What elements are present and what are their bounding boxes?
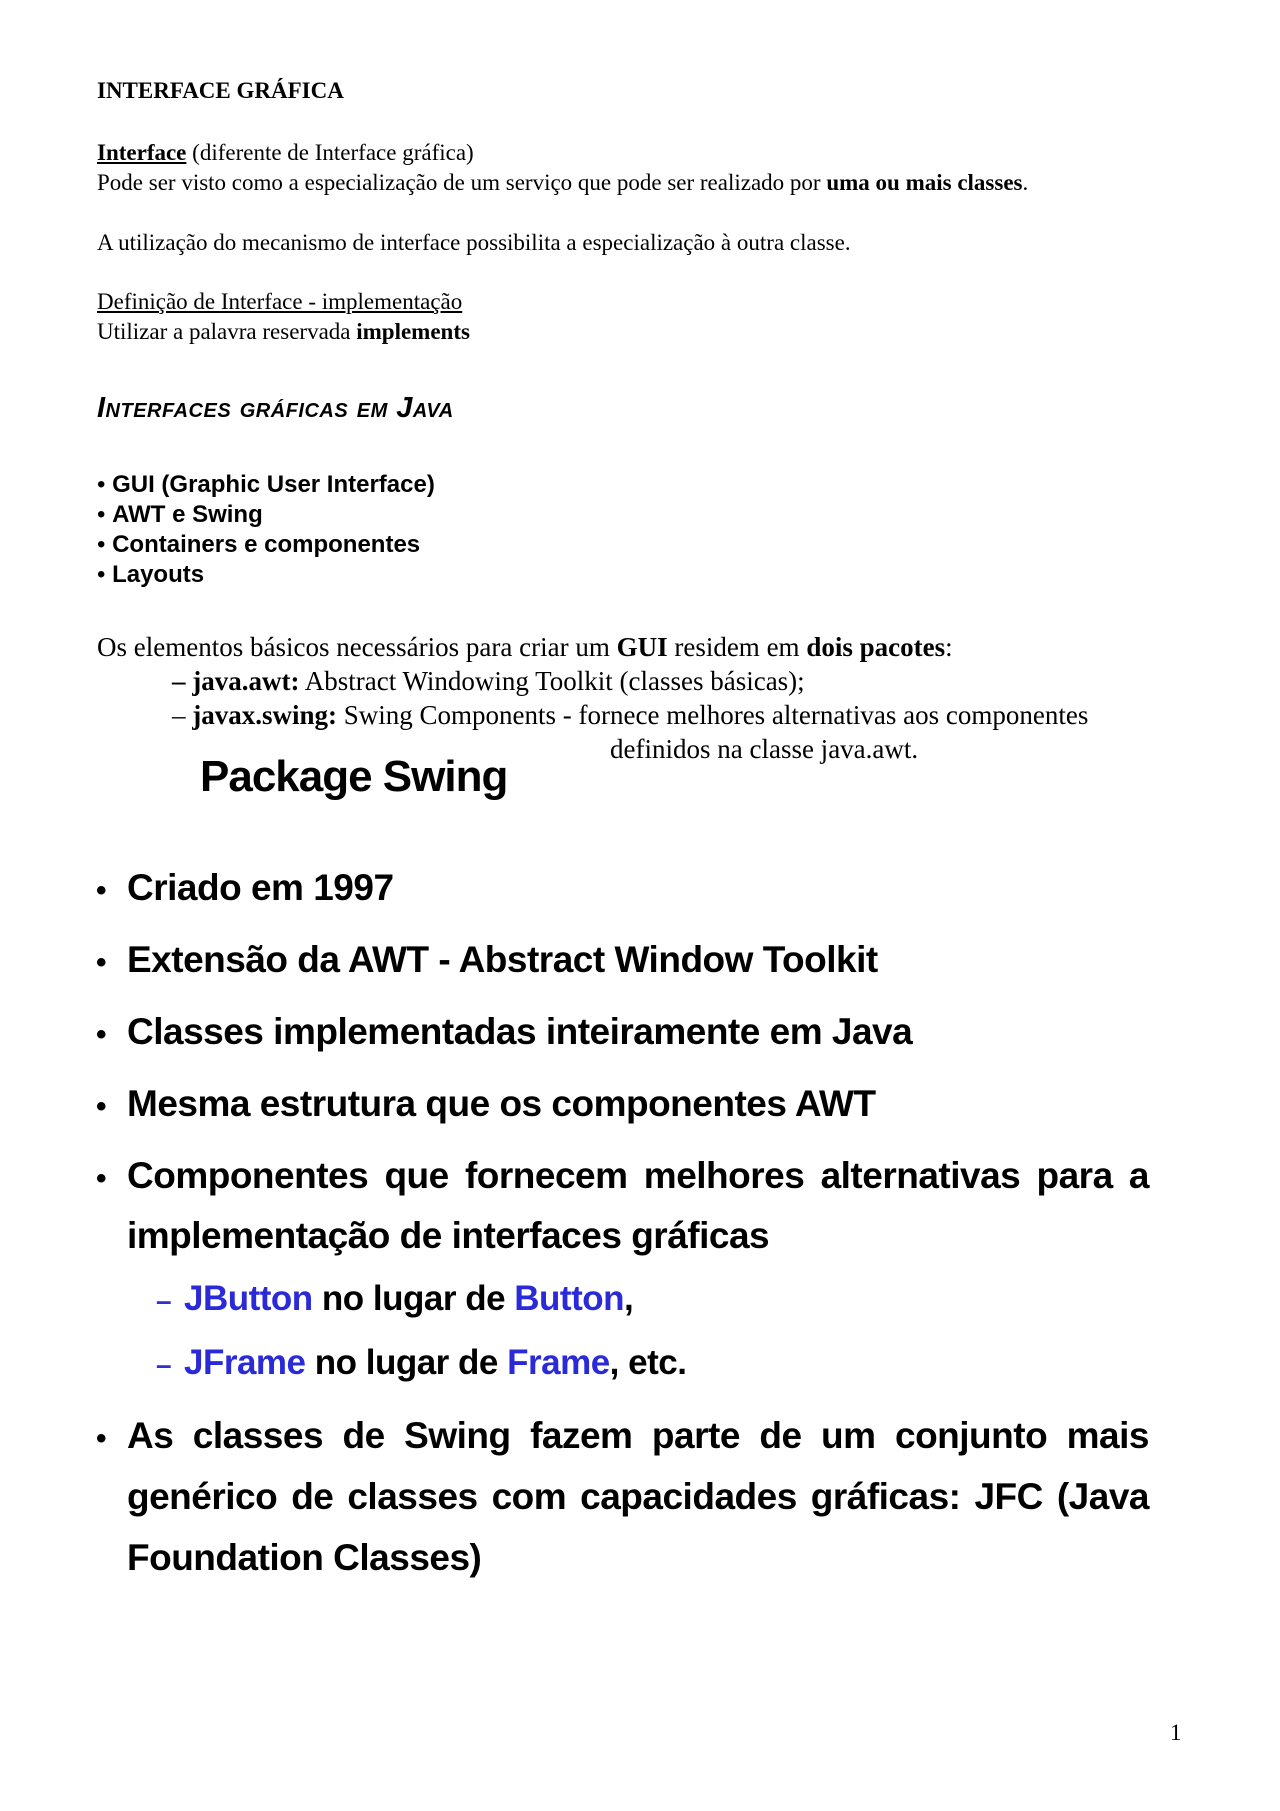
slide-item bbox=[96, 1011, 912, 1053]
interface-description-bold: uma ou mais classes bbox=[826, 170, 1023, 195]
topic-bullet-list bbox=[97, 470, 435, 590]
subitem-text: no lugar de bbox=[305, 1343, 508, 1382]
bullet-icon: • bbox=[96, 874, 107, 907]
bullet-icon: • bbox=[96, 1090, 107, 1123]
bullet-icon: • bbox=[96, 1162, 107, 1195]
packages-intro-end: : bbox=[945, 632, 953, 662]
subitem-text: no lugar de bbox=[312, 1279, 515, 1318]
interface-term: Interface bbox=[97, 140, 187, 165]
dash-icon: – bbox=[156, 1349, 172, 1380]
definition-heading: Definição de Interface - implementação bbox=[97, 289, 463, 314]
slide-item-line: Componentes que fornecem melhores alternativas para a bbox=[127, 1155, 1149, 1196]
package-line-swing bbox=[172, 698, 1088, 732]
list-item: • AWT e Swing bbox=[97, 500, 435, 530]
slide-item bbox=[96, 1415, 127, 1457]
page-number: 1 bbox=[1170, 1720, 1182, 1745]
slide-item bbox=[96, 1155, 127, 1197]
package-dash: – bbox=[172, 666, 193, 696]
slide-item bbox=[96, 1083, 876, 1125]
list-item: • GUI (Graphic User Interface) bbox=[97, 470, 435, 500]
class-name: Button bbox=[514, 1279, 625, 1318]
two-packages-term: dois pacotes bbox=[806, 632, 946, 662]
package-name: javax.swing: bbox=[192, 700, 338, 730]
slide-item-text: Extensão da AWT - Abstract Window Toolkit bbox=[127, 939, 878, 980]
definition-text: Utilizar a palavra reservada bbox=[97, 319, 357, 344]
subitem-end: , etc. bbox=[609, 1343, 687, 1382]
slide-item-text: Criado em 1997 bbox=[127, 867, 394, 908]
packages-intro-text: Os elementos básicos necessários para criar um bbox=[97, 632, 617, 662]
package-name: java.awt: bbox=[192, 666, 300, 696]
slide-item-text: Classes implementadas inteiramente em Java bbox=[127, 1011, 913, 1052]
interface-term-note: (diferente de Interface gráfica) bbox=[186, 140, 474, 165]
list-item: • Layouts bbox=[97, 560, 435, 590]
definition-line bbox=[97, 317, 470, 347]
package-line-continuation: definidos na classe java.awt. bbox=[610, 734, 919, 764]
interface-usage-line: A utilização do mecanismo de interface possibilita a especialização à outra classe. bbox=[97, 230, 851, 255]
interface-definition-line bbox=[97, 138, 474, 168]
slide-item-line: Foundation Classes) bbox=[127, 1537, 482, 1578]
slide-item-line: implementação de interfaces gráficas bbox=[127, 1215, 770, 1256]
dash-icon: – bbox=[156, 1285, 172, 1316]
class-name: JButton bbox=[184, 1279, 313, 1318]
interface-description-end: . bbox=[1022, 170, 1029, 195]
bullet-icon: • bbox=[96, 946, 107, 979]
document-title: INTERFACE GRÁFICA bbox=[97, 78, 344, 103]
package-dash: – bbox=[172, 700, 193, 730]
packages-intro-middle: residem em bbox=[667, 632, 807, 662]
class-name: JFrame bbox=[184, 1343, 306, 1382]
slide-title: Package Swing bbox=[200, 752, 508, 801]
interface-description-text: Pode ser visto como a especialização de um serviço que pode ser realizado por bbox=[97, 170, 827, 195]
package-desc: Abstract Windowing Toolkit (classes básicas); bbox=[299, 666, 805, 696]
slide-subitem bbox=[156, 1343, 686, 1383]
interface-description-line bbox=[97, 168, 1028, 198]
slide-item-line: As classes de Swing fazem parte de um conjunto mais bbox=[127, 1415, 1149, 1456]
slide-item-line: genérico de classes com capacidades gráficas: JFC (Java bbox=[127, 1476, 1149, 1517]
java-gui-heading: Interfaces gráficas em Java bbox=[97, 392, 454, 424]
list-item: • Containers e componentes bbox=[97, 530, 435, 560]
implements-keyword: implements bbox=[356, 319, 470, 344]
packages-intro bbox=[97, 630, 953, 664]
class-name: Frame bbox=[507, 1343, 610, 1382]
gui-term: GUI bbox=[616, 632, 668, 662]
subitem-end: , bbox=[624, 1279, 634, 1318]
slide-item bbox=[96, 867, 394, 909]
slide-item bbox=[96, 939, 878, 981]
bullet-icon: • bbox=[96, 1018, 107, 1051]
slide-subitem bbox=[156, 1279, 633, 1319]
package-desc: Swing Components - fornece melhores alternativas aos componentes bbox=[337, 700, 1089, 730]
bullet-icon: • bbox=[96, 1422, 107, 1455]
package-line-awt bbox=[172, 664, 805, 698]
slide-item-text: Mesma estrutura que os componentes AWT bbox=[127, 1083, 876, 1124]
